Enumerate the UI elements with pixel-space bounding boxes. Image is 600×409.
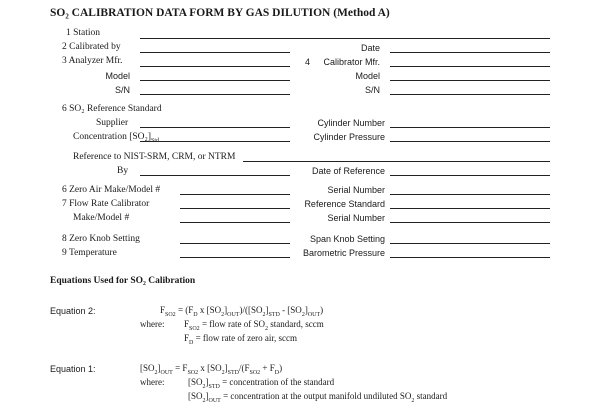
temperature-field[interactable] xyxy=(180,257,290,258)
form-title: SO₂ CALIBRATION DATA FORM BY GAS DILUTION (Method A) xyxy=(50,7,390,19)
reference-standard-field[interactable] xyxy=(390,208,550,209)
span-knob-field[interactable] xyxy=(390,243,550,244)
reference-nist-field[interactable] xyxy=(243,161,550,162)
calibrator-model-field[interactable] xyxy=(390,80,550,81)
calibrator-sn-label: S/N xyxy=(364,85,380,95)
cylinder-pressure-label: Cylinder Pressure xyxy=(313,132,385,142)
cylinder-number-label: Cylinder Number xyxy=(317,118,385,128)
analyzer-mfr-label: 3 Analyzer Mfr. xyxy=(62,56,123,66)
calibrator-sn-field[interactable] xyxy=(390,94,550,95)
by-label: By xyxy=(117,166,129,176)
concentration-subscript: Std xyxy=(150,137,159,144)
make-model-field[interactable] xyxy=(180,222,290,223)
calibrator-model-label: Model xyxy=(355,71,380,81)
analyzer-model-label: Model xyxy=(105,71,130,81)
zero-knob-label: 8 Zero Knob Setting xyxy=(62,234,140,244)
zero-air-label: 6 Zero Air Make/Model # xyxy=(62,185,161,195)
barometric-pressure-field[interactable] xyxy=(390,257,550,258)
span-knob-label: Span Knob Setting xyxy=(309,234,385,244)
by-field[interactable] xyxy=(140,175,290,176)
equation-2-formula: $F_{SO2} = (F_D$ x $[SO_2]_{OUT})/([SO_2]_{STD} - [SO_2]_{OUT})$ xyxy=(160,305,324,318)
equation-2-label: Equation 2: xyxy=(50,306,96,316)
equation-1-def-out: $[SO_2]_{OUT}$ = concentration at the output manifold undiluted $SO_2$ standard xyxy=(188,391,448,404)
cylinder-number-field[interactable] xyxy=(390,127,550,128)
equation-1-label: Equation 1: xyxy=(50,364,96,374)
concentration-label xyxy=(73,132,159,144)
serial-number-2-field[interactable] xyxy=(390,222,550,223)
date-label: Date xyxy=(360,43,380,53)
calibrator-mfr-label: Calibrator Mfr. xyxy=(323,57,380,67)
analyzer-mfr-field[interactable] xyxy=(140,66,290,67)
date-of-reference-label: Date of Reference xyxy=(311,166,385,176)
zero-knob-field[interactable] xyxy=(180,243,290,244)
calibrator-mfr-field[interactable] xyxy=(390,66,550,67)
serial-number-1-label: Serial Number xyxy=(327,185,385,195)
concentration-text: Concentration [SO₂] xyxy=(73,132,151,142)
equation-1-where: where: xyxy=(140,377,165,387)
date-field[interactable] xyxy=(390,52,550,53)
serial-number-1-field[interactable] xyxy=(390,194,550,195)
equation-1-def-std: $[SO_2]_{STD}$ = concentration of the standard xyxy=(188,377,335,390)
concentration-field[interactable] xyxy=(140,141,290,142)
station-field[interactable] xyxy=(140,38,550,39)
barometric-pressure-label: Barometric Pressure xyxy=(302,248,385,258)
equation-2-def-fso2: $F_{SO2}$ = flow rate of $SO_2$ standard, sccm xyxy=(184,319,324,332)
flow-rate-calibrator-label: 7 Flow Rate Calibrator xyxy=(62,199,150,209)
supplier-label: Supplier xyxy=(96,118,129,128)
serial-number-2-label: Serial Number xyxy=(327,213,385,223)
calibrated-by-label: 2 Calibrated by xyxy=(62,42,121,52)
analyzer-sn-label: S/N xyxy=(114,85,130,95)
supplier-field[interactable] xyxy=(140,127,290,128)
date-of-reference-field[interactable] xyxy=(390,175,550,176)
station-label: 1 Station xyxy=(66,28,101,38)
temperature-label: 9 Temperature xyxy=(62,248,117,258)
reference-nist-label: Reference to NIST-SRM, CRM, or NTRM xyxy=(73,152,236,162)
analyzer-sn-field[interactable] xyxy=(140,94,290,95)
make-model-label: Make/Model # xyxy=(73,213,130,223)
equation-1-formula: $[SO_2]_{OUT} = F_{SO2}$ x $[SO_2]_{STD}/(F_{SO2} + F_D)$ xyxy=(140,363,283,376)
zero-air-field[interactable] xyxy=(180,194,290,195)
equation-2-def-fd: $F_D$ = flow rate of zero air, sccm xyxy=(184,333,298,346)
calibrated-by-field[interactable] xyxy=(140,52,290,53)
cylinder-pressure-field[interactable] xyxy=(390,141,550,142)
so2-reference-standard-label: 6 SO₂ Reference Standard xyxy=(62,104,162,114)
calibrator-number: 4 xyxy=(305,57,311,67)
equations-heading: Equations Used for SO₂ Calibration xyxy=(50,276,196,286)
equation-2-where: where: xyxy=(140,319,165,329)
analyzer-model-field[interactable] xyxy=(140,80,290,81)
reference-standard-label: Reference Standard xyxy=(304,199,385,209)
flow-rate-calibrator-field[interactable] xyxy=(180,208,290,209)
